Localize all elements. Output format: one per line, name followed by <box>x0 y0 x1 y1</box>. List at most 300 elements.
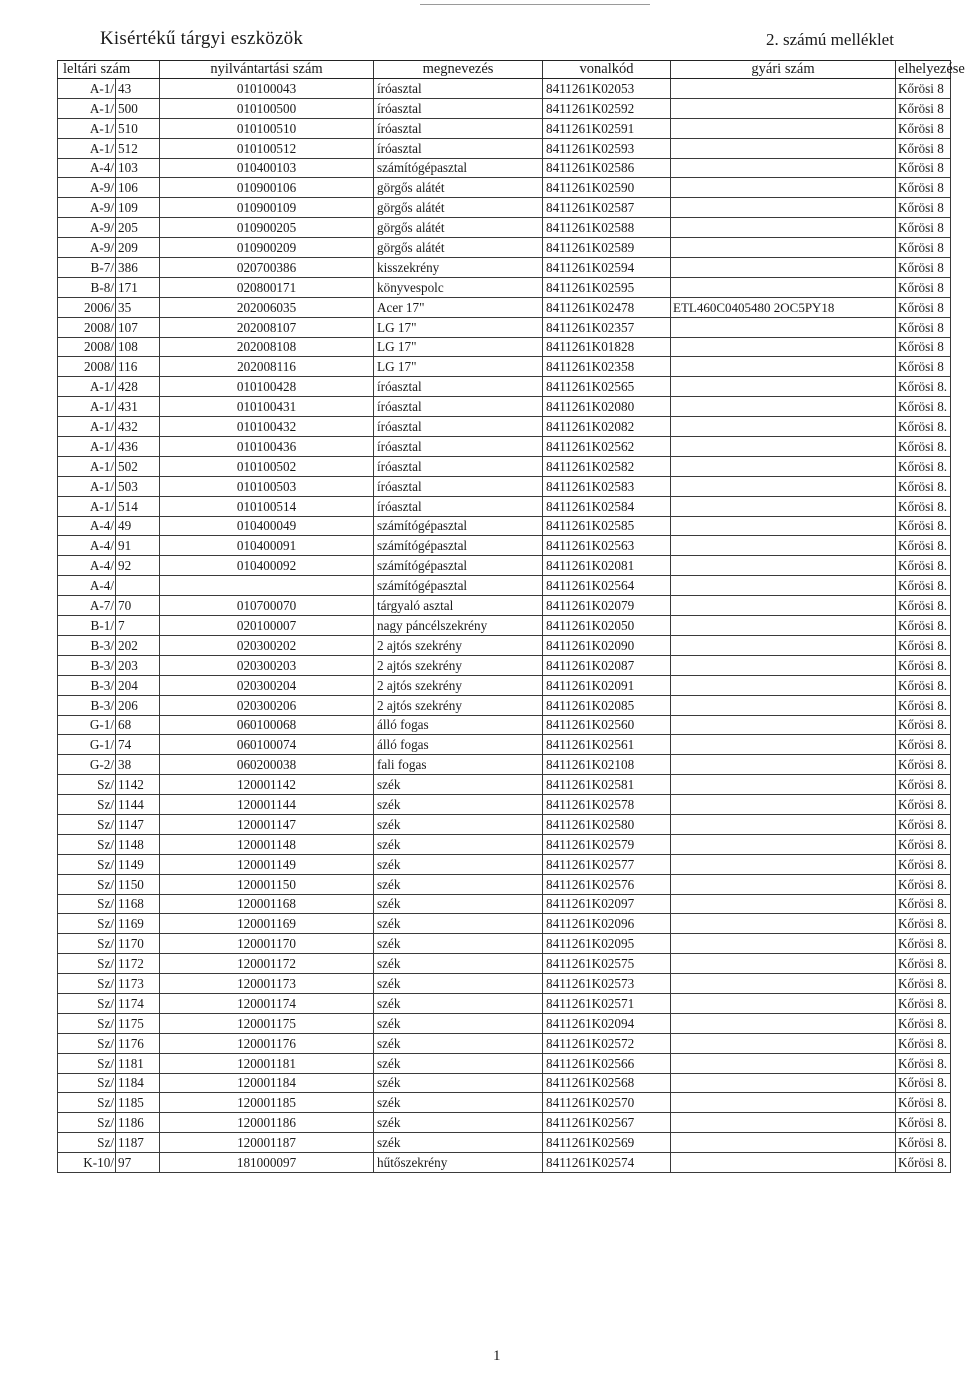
gyari-szam-cell <box>671 993 896 1013</box>
elhelyezese-cell: Kőrösi 8. <box>896 1133 951 1153</box>
elhelyezese-cell: Kőrösi 8. <box>896 695 951 715</box>
gyari-szam-cell <box>671 1093 896 1113</box>
leltari-prefix-cell: A-1/ <box>58 118 116 138</box>
leltari-number-cell: 7 <box>116 616 160 636</box>
vonalkod-cell: 8411261K02582 <box>543 456 671 476</box>
table-row <box>58 476 951 496</box>
leltari-prefix-cell: Sz/ <box>58 775 116 795</box>
gyari-szam-cell <box>671 476 896 496</box>
nyilvantartasi-szam-cell <box>160 576 374 596</box>
leltari-prefix-cell: B-3/ <box>58 655 116 675</box>
elhelyezese-cell: Kőrösi 8. <box>896 675 951 695</box>
table-row <box>58 178 951 198</box>
leltari-number-cell: 1149 <box>116 854 160 874</box>
nyilvantartasi-szam-cell: 010400103 <box>160 158 374 178</box>
vonalkod-cell: 8411261K02576 <box>543 874 671 894</box>
leltari-number-cell: 116 <box>116 357 160 377</box>
megnevezes-cell: íróasztal <box>374 437 543 457</box>
table-row <box>58 417 951 437</box>
table-row <box>58 635 951 655</box>
leltari-number-cell: 1176 <box>116 1033 160 1053</box>
leltari-number-cell: 502 <box>116 456 160 476</box>
nyilvantartasi-szam-cell: 010100512 <box>160 138 374 158</box>
leltari-number-cell: 514 <box>116 496 160 516</box>
leltari-prefix-cell: Sz/ <box>58 1113 116 1133</box>
leltari-prefix-cell: A-1/ <box>58 79 116 99</box>
megnevezes-cell: íróasztal <box>374 138 543 158</box>
nyilvantartasi-szam-cell: 120001170 <box>160 934 374 954</box>
vonalkod-cell: 8411261K02575 <box>543 954 671 974</box>
megnevezes-cell: számítógépasztal <box>374 556 543 576</box>
elhelyezese-cell: Kőrösi 8 <box>896 178 951 198</box>
nyilvantartasi-szam-cell: 120001186 <box>160 1113 374 1133</box>
nyilvantartasi-szam-cell: 010100510 <box>160 118 374 138</box>
vonalkod-cell: 8411261K02108 <box>543 755 671 775</box>
table-row <box>58 655 951 675</box>
gyari-szam-cell <box>671 496 896 516</box>
vonalkod-cell: 8411261K02562 <box>543 437 671 457</box>
megnevezes-cell: 2 ajtós szekrény <box>374 655 543 675</box>
header-gyari-szam: gyári szám <box>671 61 896 79</box>
leltari-prefix-cell: Sz/ <box>58 814 116 834</box>
nyilvantartasi-szam-cell: 060100074 <box>160 735 374 755</box>
leltari-prefix-cell: Sz/ <box>58 974 116 994</box>
elhelyezese-cell: Kőrösi 8 <box>896 118 951 138</box>
leltari-prefix-cell: A-4/ <box>58 536 116 556</box>
gyari-szam-cell <box>671 178 896 198</box>
top-rule <box>420 4 650 5</box>
elhelyezese-cell: Kőrösi 8. <box>896 874 951 894</box>
leltari-prefix-cell: A-1/ <box>58 417 116 437</box>
table-row <box>58 735 951 755</box>
megnevezes-cell: számítógépasztal <box>374 516 543 536</box>
leltari-number-cell: 512 <box>116 138 160 158</box>
leltari-prefix-cell: G-1/ <box>58 715 116 735</box>
gyari-szam-cell <box>671 795 896 815</box>
megnevezes-cell: számítógépasztal <box>374 158 543 178</box>
leltari-prefix-cell: 2008/ <box>58 337 116 357</box>
table-row <box>58 138 951 158</box>
leltari-prefix-cell: B-3/ <box>58 635 116 655</box>
nyilvantartasi-szam-cell: 202008108 <box>160 337 374 357</box>
nyilvantartasi-szam-cell: 010400049 <box>160 516 374 536</box>
leltari-prefix-cell: Sz/ <box>58 954 116 974</box>
gyari-szam-cell <box>671 735 896 755</box>
leltari-prefix-cell: Sz/ <box>58 854 116 874</box>
leltari-prefix-cell: B-8/ <box>58 277 116 297</box>
leltari-number-cell: 1172 <box>116 954 160 974</box>
elhelyezese-cell: Kőrösi 8. <box>896 1093 951 1113</box>
megnevezes-cell: íróasztal <box>374 98 543 118</box>
gyari-szam-cell: ETL460C0405480 2OC5PY18 <box>671 297 896 317</box>
vonalkod-cell: 8411261K02590 <box>543 178 671 198</box>
elhelyezese-cell: Kőrösi 8 <box>896 317 951 337</box>
vonalkod-cell: 8411261K02578 <box>543 795 671 815</box>
gyari-szam-cell <box>671 934 896 954</box>
nyilvantartasi-szam-cell: 060200038 <box>160 755 374 775</box>
megnevezes-cell: íróasztal <box>374 476 543 496</box>
elhelyezese-cell: Kőrösi 8 <box>896 357 951 377</box>
elhelyezese-cell: Kőrösi 8. <box>896 1033 951 1053</box>
megnevezes-cell: szék <box>374 954 543 974</box>
nyilvantartasi-szam-cell: 010900209 <box>160 238 374 258</box>
leltari-prefix-cell: A-9/ <box>58 198 116 218</box>
leltari-number-cell: 428 <box>116 377 160 397</box>
leltari-number-cell: 1173 <box>116 974 160 994</box>
gyari-szam-cell <box>671 1113 896 1133</box>
leltari-number-cell: 1181 <box>116 1053 160 1073</box>
leltari-prefix-cell: Sz/ <box>58 934 116 954</box>
leltari-prefix-cell: A-4/ <box>58 158 116 178</box>
vonalkod-cell: 8411261K02358 <box>543 357 671 377</box>
page-number: 1 <box>493 1348 501 1364</box>
table-row <box>58 1153 951 1173</box>
gyari-szam-cell <box>671 516 896 536</box>
vonalkod-cell: 8411261K02568 <box>543 1073 671 1093</box>
megnevezes-cell: LG 17" <box>374 357 543 377</box>
nyilvantartasi-szam-cell: 020300203 <box>160 655 374 675</box>
table-row <box>58 1013 951 1033</box>
leltari-number-cell: 500 <box>116 98 160 118</box>
elhelyezese-cell: Kőrösi 8. <box>896 715 951 735</box>
vonalkod-cell: 8411261K02580 <box>543 814 671 834</box>
gyari-szam-cell <box>671 814 896 834</box>
table-row <box>58 695 951 715</box>
elhelyezese-cell: Kőrösi 8. <box>896 417 951 437</box>
megnevezes-cell: Acer 17" <box>374 297 543 317</box>
table-body <box>58 79 951 1173</box>
vonalkod-cell: 8411261K02593 <box>543 138 671 158</box>
leltari-number-cell: 70 <box>116 596 160 616</box>
megnevezes-cell: szék <box>374 1053 543 1073</box>
vonalkod-cell: 8411261K02080 <box>543 397 671 417</box>
vonalkod-cell: 8411261K02584 <box>543 496 671 516</box>
nyilvantartasi-szam-cell: 120001184 <box>160 1073 374 1093</box>
leltari-prefix-cell: A-1/ <box>58 437 116 457</box>
nyilvantartasi-szam-cell: 010100043 <box>160 79 374 99</box>
elhelyezese-cell: Kőrösi 8 <box>896 198 951 218</box>
table-row <box>58 974 951 994</box>
gyari-szam-cell <box>671 874 896 894</box>
vonalkod-cell: 8411261K02567 <box>543 1113 671 1133</box>
vonalkod-cell: 8411261K02570 <box>543 1093 671 1113</box>
leltari-number-cell: 386 <box>116 258 160 278</box>
elhelyezese-cell: Kőrösi 8. <box>896 437 951 457</box>
vonalkod-cell: 8411261K02357 <box>543 317 671 337</box>
leltari-number-cell: 206 <box>116 695 160 715</box>
leltari-prefix-cell: A-1/ <box>58 98 116 118</box>
leltari-prefix-cell: A-1/ <box>58 138 116 158</box>
leltari-prefix-cell: A-9/ <box>58 178 116 198</box>
header-vonalkod: vonalkód <box>543 61 671 79</box>
vonalkod-cell: 8411261K02082 <box>543 417 671 437</box>
table-row <box>58 814 951 834</box>
leltari-prefix-cell: 2006/ <box>58 297 116 317</box>
table-row <box>58 98 951 118</box>
leltari-number-cell: 1184 <box>116 1073 160 1093</box>
megnevezes-cell: szék <box>374 934 543 954</box>
megnevezes-cell: számítógépasztal <box>374 576 543 596</box>
megnevezes-cell: szék <box>374 854 543 874</box>
leltari-number-cell: 1185 <box>116 1093 160 1113</box>
elhelyezese-cell: Kőrösi 8 <box>896 158 951 178</box>
elhelyezese-cell: Kőrösi 8 <box>896 218 951 238</box>
megnevezes-cell: álló fogas <box>374 735 543 755</box>
leltari-prefix-cell: Sz/ <box>58 795 116 815</box>
table-row <box>58 1093 951 1113</box>
table-row <box>58 556 951 576</box>
table-row <box>58 755 951 775</box>
inventory-table <box>57 60 965 1173</box>
leltari-prefix-cell: B-7/ <box>58 258 116 278</box>
nyilvantartasi-szam-cell: 020100007 <box>160 616 374 636</box>
megnevezes-cell: görgős alátét <box>374 178 543 198</box>
leltari-number-cell: 1175 <box>116 1013 160 1033</box>
gyari-szam-cell <box>671 695 896 715</box>
table-row <box>58 596 951 616</box>
vonalkod-cell: 8411261K02577 <box>543 854 671 874</box>
elhelyezese-cell: Kőrösi 8. <box>896 397 951 417</box>
nyilvantartasi-szam-cell: 120001142 <box>160 775 374 795</box>
nyilvantartasi-szam-cell: 202006035 <box>160 297 374 317</box>
nyilvantartasi-szam-cell: 010900109 <box>160 198 374 218</box>
nyilvantartasi-szam-cell: 010100500 <box>160 98 374 118</box>
elhelyezese-cell: Kőrösi 8. <box>896 456 951 476</box>
megnevezes-cell: íróasztal <box>374 377 543 397</box>
nyilvantartasi-szam-cell: 120001176 <box>160 1033 374 1053</box>
gyari-szam-cell <box>671 118 896 138</box>
elhelyezese-cell: Kőrösi 8. <box>896 476 951 496</box>
leltari-number-cell: 1142 <box>116 775 160 795</box>
elhelyezese-cell: Kőrösi 8. <box>896 1113 951 1133</box>
gyari-szam-cell <box>671 1053 896 1073</box>
header-megnevezes: megnevezés <box>374 61 543 79</box>
vonalkod-cell: 8411261K02050 <box>543 616 671 636</box>
leltari-prefix-cell: Sz/ <box>58 1033 116 1053</box>
gyari-szam-cell <box>671 417 896 437</box>
leltari-number-cell: 1148 <box>116 834 160 854</box>
table-row <box>58 775 951 795</box>
vonalkod-cell: 8411261K02565 <box>543 377 671 397</box>
table-row <box>58 258 951 278</box>
gyari-szam-cell <box>671 437 896 457</box>
leltari-number-cell: 68 <box>116 715 160 735</box>
elhelyezese-cell: Kőrösi 8. <box>896 1073 951 1093</box>
elhelyezese-cell: Kőrösi 8. <box>896 616 951 636</box>
nyilvantartasi-szam-cell: 020300202 <box>160 635 374 655</box>
megnevezes-cell: szék <box>374 775 543 795</box>
nyilvantartasi-szam-cell: 020300204 <box>160 675 374 695</box>
gyari-szam-cell <box>671 616 896 636</box>
elhelyezese-cell: Kőrösi 8. <box>896 496 951 516</box>
annex-label: 2. számú melléklet <box>766 30 894 49</box>
vonalkod-cell: 8411261K02583 <box>543 476 671 496</box>
megnevezes-cell: szék <box>374 1013 543 1033</box>
leltari-prefix-cell: A-1/ <box>58 397 116 417</box>
table-row <box>58 397 951 417</box>
leltari-prefix-cell: A-1/ <box>58 377 116 397</box>
table-row <box>58 79 951 99</box>
vonalkod-cell: 8411261K02587 <box>543 198 671 218</box>
nyilvantartasi-szam-cell: 120001148 <box>160 834 374 854</box>
gyari-szam-cell <box>671 1153 896 1173</box>
nyilvantartasi-szam-cell: 020700386 <box>160 258 374 278</box>
leltari-number-cell: 209 <box>116 238 160 258</box>
vonalkod-cell: 8411261K02594 <box>543 258 671 278</box>
leltari-number-cell: 205 <box>116 218 160 238</box>
megnevezes-cell: hűtőszekrény <box>374 1153 543 1173</box>
leltari-number-cell: 107 <box>116 317 160 337</box>
leltari-number-cell: 97 <box>116 1153 160 1173</box>
leltari-prefix-cell: B-3/ <box>58 675 116 695</box>
elhelyezese-cell: Kőrösi 8. <box>896 536 951 556</box>
table-row <box>58 238 951 258</box>
elhelyezese-cell: Kőrösi 8. <box>896 775 951 795</box>
table-row <box>58 1053 951 1073</box>
gyari-szam-cell <box>671 397 896 417</box>
elhelyezese-cell: Kőrösi 8. <box>896 814 951 834</box>
header-elhelyezese: elhelyezése <box>896 61 951 79</box>
leltari-number-cell: 106 <box>116 178 160 198</box>
elhelyezese-cell: Kőrösi 8. <box>896 1153 951 1173</box>
gyari-szam-cell <box>671 954 896 974</box>
nyilvantartasi-szam-cell: 120001174 <box>160 993 374 1013</box>
vonalkod-cell: 8411261K02588 <box>543 218 671 238</box>
leltari-prefix-cell: G-1/ <box>58 735 116 755</box>
leltari-prefix-cell: A-1/ <box>58 476 116 496</box>
leltari-prefix-cell: K-10/ <box>58 1153 116 1173</box>
vonalkod-cell: 8411261K02079 <box>543 596 671 616</box>
elhelyezese-cell: Kőrösi 8. <box>896 755 951 775</box>
megnevezes-cell: görgős alátét <box>374 238 543 258</box>
nyilvantartasi-szam-cell: 010100502 <box>160 456 374 476</box>
megnevezes-cell: tárgyaló asztal <box>374 596 543 616</box>
nyilvantartasi-szam-cell: 120001168 <box>160 894 374 914</box>
elhelyezese-cell: Kőrösi 8 <box>896 297 951 317</box>
megnevezes-cell: szék <box>374 814 543 834</box>
nyilvantartasi-szam-cell: 020800171 <box>160 277 374 297</box>
table-row <box>58 357 951 377</box>
megnevezes-cell: 2 ajtós szekrény <box>374 635 543 655</box>
elhelyezese-cell: Kőrösi 8. <box>896 894 951 914</box>
gyari-szam-cell <box>671 317 896 337</box>
gyari-szam-cell <box>671 258 896 278</box>
vonalkod-cell: 8411261K02561 <box>543 735 671 755</box>
vonalkod-cell: 8411261K02564 <box>543 576 671 596</box>
nyilvantartasi-szam-cell: 010100428 <box>160 377 374 397</box>
leltari-number-cell: 1187 <box>116 1133 160 1153</box>
leltari-number-cell <box>116 576 160 596</box>
table-row <box>58 1073 951 1093</box>
table-row <box>58 954 951 974</box>
nyilvantartasi-szam-cell: 010400092 <box>160 556 374 576</box>
vonalkod-cell: 8411261K02085 <box>543 695 671 715</box>
leltari-number-cell: 431 <box>116 397 160 417</box>
vonalkod-cell: 8411261K02571 <box>543 993 671 1013</box>
leltari-number-cell: 1150 <box>116 874 160 894</box>
nyilvantartasi-szam-cell: 010900106 <box>160 178 374 198</box>
leltari-prefix-cell: Sz/ <box>58 993 116 1013</box>
elhelyezese-cell: Kőrösi 8. <box>896 914 951 934</box>
nyilvantartasi-szam-cell: 120001181 <box>160 1053 374 1073</box>
elhelyezese-cell: Kőrösi 8 <box>896 238 951 258</box>
leltari-number-cell: 92 <box>116 556 160 576</box>
vonalkod-cell: 8411261K02097 <box>543 894 671 914</box>
table-row <box>58 894 951 914</box>
vonalkod-cell: 8411261K01828 <box>543 337 671 357</box>
leltari-number-cell: 1147 <box>116 814 160 834</box>
megnevezes-cell: könyvespolc <box>374 277 543 297</box>
megnevezes-cell: szék <box>374 834 543 854</box>
gyari-szam-cell <box>671 715 896 735</box>
vonalkod-cell: 8411261K02478 <box>543 297 671 317</box>
nyilvantartasi-szam-cell: 202008107 <box>160 317 374 337</box>
leltari-prefix-cell: Sz/ <box>58 1073 116 1093</box>
elhelyezese-cell: Kőrösi 8 <box>896 277 951 297</box>
table-row <box>58 317 951 337</box>
leltari-number-cell: 503 <box>116 476 160 496</box>
nyilvantartasi-szam-cell: 120001149 <box>160 854 374 874</box>
table-row <box>58 456 951 476</box>
elhelyezese-cell: Kőrösi 8. <box>896 516 951 536</box>
megnevezes-cell: számítógépasztal <box>374 536 543 556</box>
table-row <box>58 993 951 1013</box>
megnevezes-cell: szék <box>374 795 543 815</box>
leltari-number-cell: 204 <box>116 675 160 695</box>
nyilvantartasi-szam-cell: 120001144 <box>160 795 374 815</box>
nyilvantartasi-szam-cell: 010100503 <box>160 476 374 496</box>
gyari-szam-cell <box>671 755 896 775</box>
table-row <box>58 874 951 894</box>
gyari-szam-cell <box>671 596 896 616</box>
nyilvantartasi-szam-cell: 010100431 <box>160 397 374 417</box>
megnevezes-cell: szék <box>374 894 543 914</box>
vonalkod-cell: 8411261K02081 <box>543 556 671 576</box>
nyilvantartasi-szam-cell: 010700070 <box>160 596 374 616</box>
nyilvantartasi-szam-cell: 181000097 <box>160 1153 374 1173</box>
elhelyezese-cell: Kőrösi 8. <box>896 954 951 974</box>
gyari-szam-cell <box>671 456 896 476</box>
megnevezes-cell: görgős alátét <box>374 198 543 218</box>
leltari-prefix-cell: 2008/ <box>58 357 116 377</box>
leltari-prefix-cell: A-4/ <box>58 576 116 596</box>
leltari-number-cell: 1170 <box>116 934 160 954</box>
vonalkod-cell: 8411261K02563 <box>543 536 671 556</box>
leltari-number-cell: 432 <box>116 417 160 437</box>
gyari-szam-cell <box>671 834 896 854</box>
leltari-number-cell: 43 <box>116 79 160 99</box>
megnevezes-cell: LG 17" <box>374 317 543 337</box>
leltari-prefix-cell: Sz/ <box>58 914 116 934</box>
leltari-prefix-cell: Sz/ <box>58 894 116 914</box>
elhelyezese-cell: Kőrösi 8. <box>896 635 951 655</box>
gyari-szam-cell <box>671 675 896 695</box>
megnevezes-cell: görgős alátét <box>374 218 543 238</box>
leltari-prefix-cell: 2008/ <box>58 317 116 337</box>
table-header-row <box>58 61 951 79</box>
elhelyezese-cell: Kőrösi 8 <box>896 79 951 99</box>
table-row <box>58 834 951 854</box>
leltari-prefix-cell: Sz/ <box>58 1013 116 1033</box>
leltari-prefix-cell: G-2/ <box>58 755 116 775</box>
vonalkod-cell: 8411261K02572 <box>543 1033 671 1053</box>
gyari-szam-cell <box>671 238 896 258</box>
gyari-szam-cell <box>671 854 896 874</box>
megnevezes-cell: kisszekrény <box>374 258 543 278</box>
leltari-number-cell: 38 <box>116 755 160 775</box>
elhelyezese-cell: Kőrösi 8. <box>896 596 951 616</box>
leltari-prefix-cell: Sz/ <box>58 1133 116 1153</box>
